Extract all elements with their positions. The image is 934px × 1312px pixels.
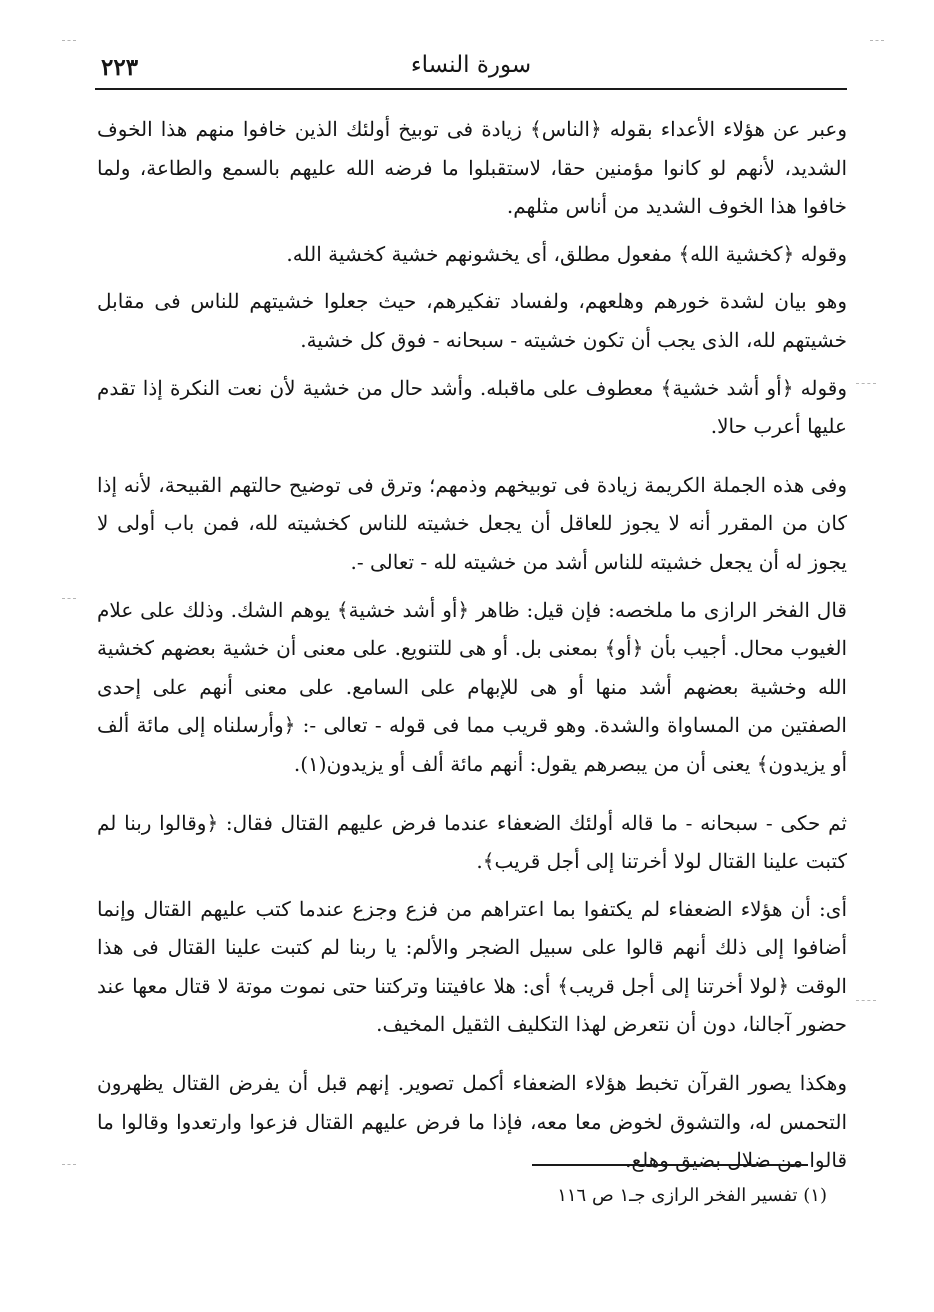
footnote-divider	[532, 1164, 808, 1166]
paragraph: وهكذا يصور القرآن تخبط هؤلاء الضعفاء أكمل تصوير. إنهم قبل أن يفرض القتال يظهرون التحمس له، والتشوق لخوض معا معه، فإذا ما فرض عليهم القتال فزعوا وارتعدوا وقالوا ما قالوا من ضلال بضيق وهلع.	[97, 1071, 847, 1173]
surah-title: سورة النساء	[410, 52, 532, 78]
paragraph: أى: أن هؤلاء الضعفاء لم يكتفوا بما اعتراهم من فزع وجزع عندما كتب عليهم القتال وإنما أضافوا إلى ذلك أنهم قالوا على سبيل الضجر والألم: يا ربنا لم كتبت علينا القتال فى هذا الوقت ﴿لولا أخرتنا إلى أجل قريب﴾ أى: هلا عافيتنا وتركتنا حتى نموت موتة لا قتال معها عند حضور آجالنا، دون أن نتعرض لهذا التكليف الثقيل المخيف.	[97, 896, 847, 1037]
paragraph: وفى هذه الجملة الكريمة زيادة فى توبيخهم وذمهم؛ وترق فى توضيح حالتهم القبيحة، لأنه إذا كان من المقرر أنه لا يجوز للعاقل أن يجعل خشيته للناس كخشيته لله، فمن باب أولى لا يجوز له أن يجعل خشيته للناس أشد من خشيته لله - تعالى -.	[97, 472, 847, 574]
scan-mark	[62, 1164, 76, 1165]
page-header	[95, 48, 847, 90]
scan-mark	[62, 40, 76, 41]
scan-mark	[856, 1000, 876, 1001]
page-number: ٢٢٣	[101, 54, 139, 81]
scan-mark	[62, 598, 76, 599]
paragraph: وهو بيان لشدة خورهم وهلعهم، ولفساد تفكيرهم، حيث جعلوا خشيتهم للناس فى مقابل خشيتهم لله، الذى يجب أن تكون خشيته - سبحانه - فوق كل خشية.	[97, 289, 847, 352]
footnote: (١) تفسير الفخر الرازى جـ١ ص ١١٦	[557, 1185, 827, 1206]
commentary-text	[97, 110, 847, 1189]
paragraph: قال الفخر الرازى ما ملخصه: فإن قيل: ظاهر ﴿أو أشد خشية﴾ يوهم الشك. وذلك على علام الغيوب محال. أجيب بأن ﴿أو﴾ بمعنى بل. أو هى للتنويع. على معنى أن خشية بعضهم كخشية الله وخشية بعضهم أشد منها أو هى للإبهام على السامع. على معنى أنهم على إحدى الصفتين من المساواة والشدة. وهو قريب مما فى قوله - تعالى -: ﴿وأرسلناه إلى مائة ألف أو يزيدون﴾ يعنى أن من يبصرهم يقول: أنهم مائة ألف أو يزيدون(١).	[97, 597, 847, 776]
paragraph: وعبر عن هؤلاء الأعداء بقوله ﴿الناس﴾ زيادة فى توبيخ أولئك الذين خافوا منهم هذا الخوف الشديد، لأنهم لو كانوا مؤمنين حقا، لاستقبلوا ما فرضه الله عليهم بالسمع والطاعة، ولما خافوا هذا الخوف الشديد من أناس مثلهم.	[97, 117, 847, 219]
paragraph: ثم حكى - سبحانه - ما قاله أولئك الضعفاء عندما فرض عليهم القتال فقال: ﴿وقالوا ربنا لم كتبت علينا القتال لولا أخرتنا إلى أجل قريب﴾.	[97, 810, 847, 874]
scan-mark	[870, 40, 884, 41]
paragraph: وقوله ﴿أو أشد خشية﴾ معطوف على ماقبله. وأشد حال من خشية لأن نعت النكرة إذا تقدم عليها أعرب حالا.	[97, 375, 847, 439]
paragraph: وقوله ﴿كخشية الله﴾ مفعول مطلق، أى يخشونهم خشية كخشية الله.	[286, 241, 847, 266]
scan-mark	[856, 383, 876, 384]
